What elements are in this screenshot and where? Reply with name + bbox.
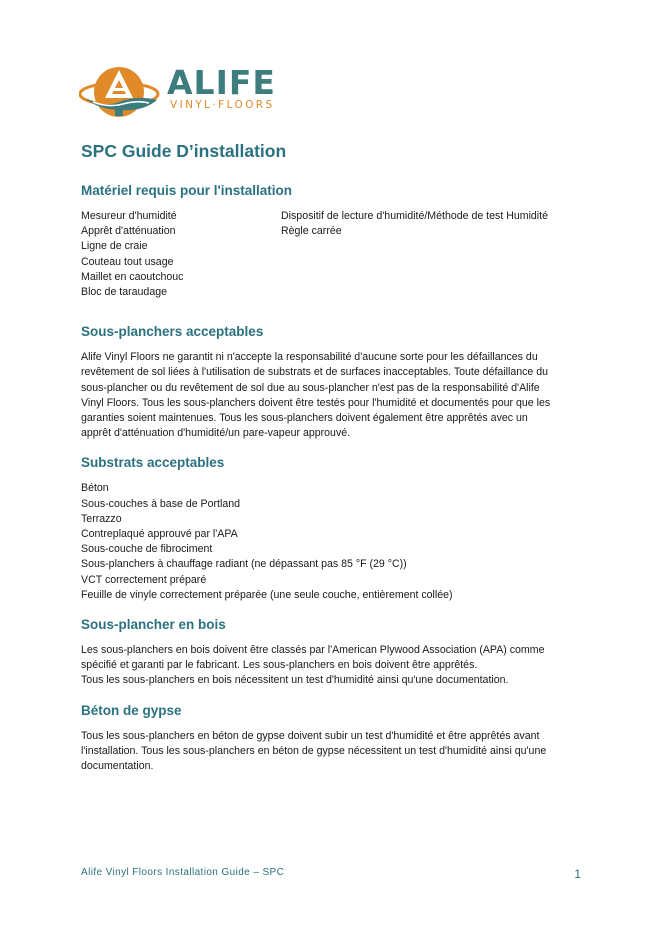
- logo-wordmark: ALIFE: [167, 63, 276, 102]
- text-line: Tous les sous-planchers en bois nécessitent un test d'humidité ainsi qu'une documentation.: [81, 674, 509, 687]
- list-item: Contreplaqué approuvé par l'APA: [81, 528, 238, 541]
- subfloors-heading: Sous-planchers acceptables: [81, 324, 264, 340]
- text-line: revêtement de sol liées à l'utilisation de substrats et de surfaces inacceptables. Toute défaillance du: [81, 366, 549, 379]
- section-substrates: [81, 454, 581, 603]
- text-line: Les sous-planchers en bois doivent être classés par l'American Plywood Association (APA) comme: [81, 644, 545, 657]
- list-item: Feuille de vinyle correctement préparée (une seule couche, entièrement collée): [81, 588, 453, 601]
- list-item: Béton: [81, 482, 109, 495]
- text-line: spécifié et garanti par le fabricant. Les sous-planchers en bois doivent être apprêtés.: [81, 659, 478, 672]
- materials-list-left: [81, 209, 281, 300]
- gypsum-heading: Béton de gypse: [81, 702, 182, 718]
- document-body: [81, 140, 581, 787]
- paragraph: [81, 350, 581, 441]
- logo-emblem-icon: [79, 62, 163, 122]
- list-item: Règle carrée: [281, 225, 342, 238]
- list-item: Ligne de craie: [81, 240, 148, 253]
- text-line: documentation.: [81, 760, 154, 773]
- list-item: VCT correctement préparé: [81, 573, 207, 586]
- section-materials: [81, 182, 581, 300]
- logo-subtitle: VINYL·FLOORS: [170, 99, 275, 111]
- text-line: garanties soient maintenues. Tous les sous-planchers doivent également être apprêtés avec un: [81, 412, 528, 425]
- materials-heading: Matériel requis pour l'installation: [81, 183, 292, 198]
- list-item: Sous-couche de fibrociment: [81, 543, 213, 556]
- text-line: sous-plancher ou du revêtement de sol due au sous-plancher n'est pas de la responsabilité d'Alife: [81, 381, 540, 394]
- list-item: Apprêt d'atténuation: [81, 225, 176, 238]
- text-line: Vinyl Floors. Tous les sous-planchers doivent être testés pour l'humidité et documentés pour que les: [81, 396, 551, 409]
- list-item: Bloc de taraudage: [81, 286, 167, 299]
- footer-text: Alife Vinyl Floors Installation Guide – SPC: [81, 867, 285, 878]
- section-wood-subfloor: [81, 616, 581, 689]
- materials-columns: [81, 209, 581, 300]
- list-item: Couteau tout usage: [81, 255, 174, 268]
- page-footer: [81, 867, 581, 881]
- list-item: Terrazzo: [81, 512, 122, 525]
- list-item: Sous-planchers à chauffage radiant (ne dépassant pas 85 °F (29 °C)): [81, 558, 407, 571]
- materials-list-right: [281, 209, 581, 300]
- section-subfloors: [81, 323, 581, 441]
- section-gypsum: [81, 702, 581, 775]
- substrates-heading: Substrats acceptables: [81, 455, 225, 471]
- text-line: apprêt d'atténuation d'humidité/un pare-vapeur approuvé.: [81, 427, 351, 440]
- text-line: l'installation. Tous les sous-planchers en béton de gypse nécessitent un test d'humidité ainsi qu'une: [81, 744, 547, 757]
- list-item: Dispositif de lecture d'humidité/Méthode de test Humidité: [281, 210, 549, 222]
- list-item: Mesureur d'humidité: [81, 210, 177, 222]
- text-line: Tous les sous-planchers en béton de gypse doivent subir un test d'humidité et être apprêtés avant: [81, 729, 540, 742]
- wood-heading: Sous-plancher en bois: [81, 617, 226, 633]
- text-line: Alife Vinyl Floors ne garantit ni n'accepte la responsabilité d'aucune sorte pour les défaillances du: [81, 351, 538, 364]
- list-item: Maillet en caoutchouc: [81, 270, 184, 283]
- page-title: SPC Guide D’installation: [81, 141, 287, 161]
- page-number: 1: [574, 867, 581, 881]
- list-item: Sous-couches à base de Portland: [81, 497, 241, 510]
- brand-logo: [79, 62, 291, 122]
